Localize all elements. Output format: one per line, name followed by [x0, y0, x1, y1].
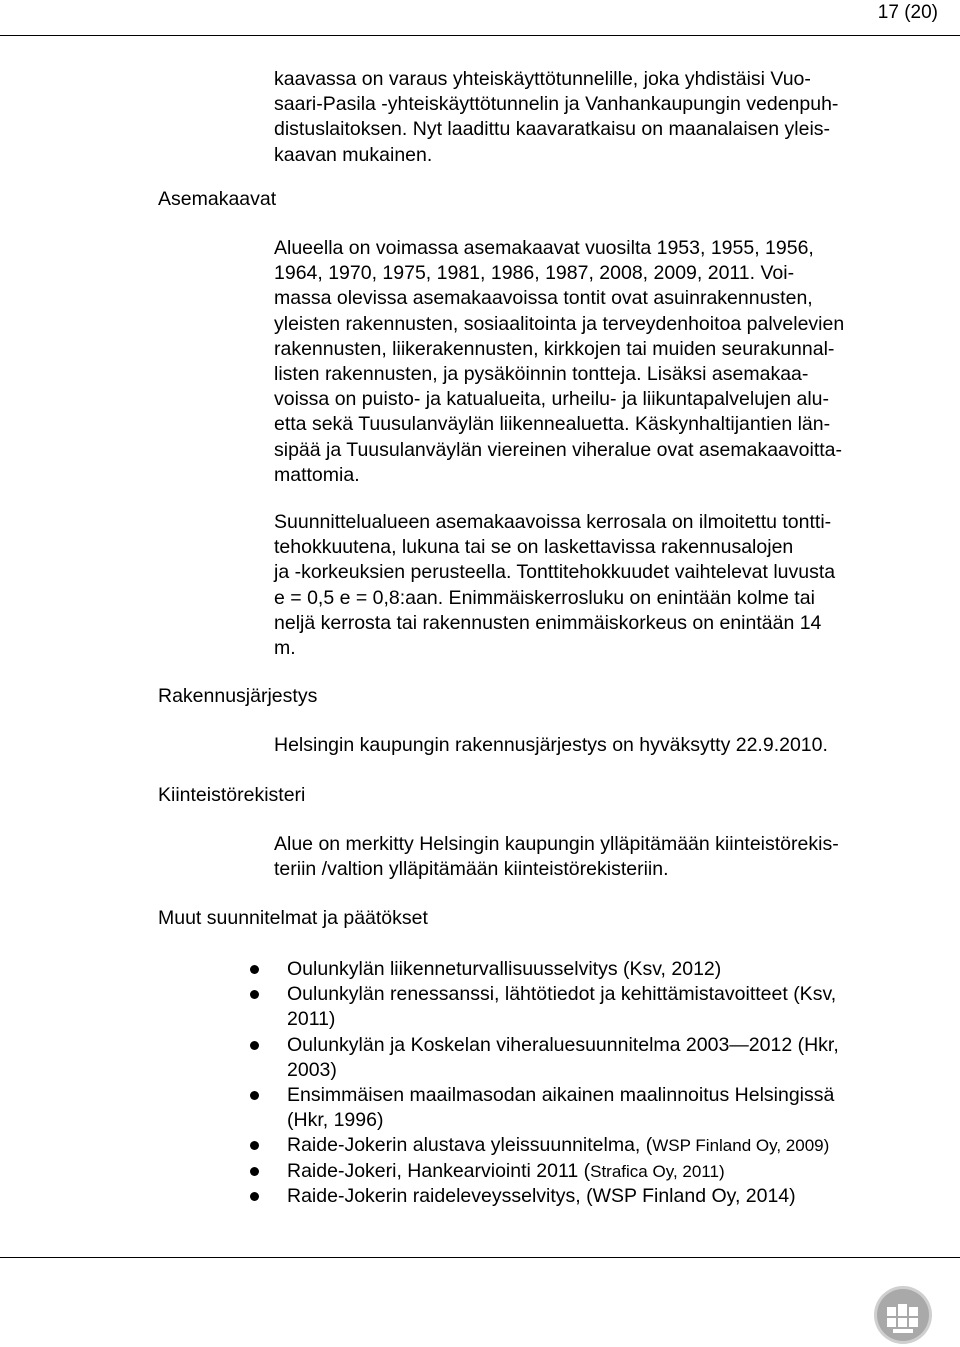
list-item: Oulunkylän ja Koskelan viheraluesuunnitelma 2003—2012 (Hkr, 2003): [250, 1033, 940, 1083]
bullet-icon: [250, 1192, 259, 1201]
list-item: Raide-Jokerin alustava yleissuunnitelma, (WSP Finland Oy, 2009): [250, 1133, 940, 1158]
bullet-icon: [250, 1167, 259, 1176]
list-item: Ensimmäisen maailmasodan aikainen maalinnoitus Helsingissä (Hkr, 1996): [250, 1083, 940, 1133]
kiinteistorekisteri-paragraph: Alue on merkitty Helsingin kaupungin ylläpitämään kiinteistörekis- teriin /valtion ylläpitämään kiinteistörekisteriin.: [274, 833, 839, 881]
bullet-icon: [250, 1091, 259, 1100]
plans-list: [250, 957, 940, 1209]
list-item: Oulunkylän liikenneturvallisuusselvitys (Ksv, 2012): [250, 957, 940, 982]
sidebar-heading-kiinteistorekisteri: Kiinteistörekisteri: [158, 784, 306, 806]
intro-paragraph: kaavassa on varaus yhteiskäyttötunnelille, joka yhdistäisi Vuo- saari-Pasila -yhteiskäyttötunnelin ja Vanhankaupungin vedenpuh- distuslaitoksen. Nyt laadittu kaavaratkaisu on maanalaisen yleis- kaavan mukainen.: [274, 68, 839, 166]
footer-divider: [0, 1257, 960, 1258]
asemakaavat-paragraph: Alueella on voimassa asemakaavat vuosilta 1953, 1955, 1956, 1964, 1970, 1975, 1981, 1986, 1987, 2008, 2009, 2011. Voi- massa olevissa asemakaavoissa tontit ovat asuinrakennusten, yleisten rakennusten, sosiaalitointa ja terveydenhoitoa palvelevien rakennusten, liikerakennusten, kirkkojen tai muiden seurakunnal- listen rakennusten, ja pysäköinnin tontteja. Lisäksi asemakaa- voissa on puisto- ja katualueita, urheilu- ja liikuntapalvelujen alu- etta sekä Tuusulanväylän liikennealuetta. Käskynhaltijantien län- sipää ja Tuusulanväylän viereinen viheralue ovat asemakaavoitta- mattomia.: [274, 237, 845, 486]
list-item: Oulunkylän renessanssi, lähtötiedot ja kehittämistavoitteet (Ksv, 2011): [250, 982, 940, 1032]
bullet-icon: [250, 965, 259, 974]
kerrosala-paragraph: Suunnittelualueen asemakaavoissa kerrosala on ilmoitettu tontti- tehokkuutena, lukuna tai se on laskettavissa rakennusalojen ja -korkeuksien perusteella. Tonttitehokkuudet vaihtelevat luvusta e = 0,5 e = 0,8:aan. Enimmäiskerrosluku on enintään kolme tai neljä kerrosta tai rakennusten enimmäiskorkeus on enintään 14 m.: [274, 511, 836, 660]
bullet-icon: [250, 1141, 259, 1150]
sidebar-heading-asemakaavat: Asemakaavat: [158, 188, 277, 210]
bullet-icon: [250, 990, 259, 999]
sidebar-heading-muut: Muut suunnitelmat ja päätökset: [158, 907, 428, 929]
sidebar-heading-rakennusjarjestys: Rakennusjärjestys: [158, 685, 318, 707]
list-item: Raide-Jokerin raideleveysselvitys, (WSP Finland Oy, 2014): [250, 1184, 940, 1209]
rakennusjarjestys-paragraph: Helsingin kaupungin rakennusjärjestys on hyväksytty 22.9.2010.: [274, 734, 828, 756]
bullet-icon: [250, 1041, 259, 1050]
list-item: Raide-Jokeri, Hankearviointi 2011 (Strafica Oy, 2011): [250, 1159, 940, 1184]
watermark-logo-icon: [873, 1285, 933, 1345]
header-divider: [0, 35, 960, 36]
page-number: 17 (20): [877, 2, 938, 23]
